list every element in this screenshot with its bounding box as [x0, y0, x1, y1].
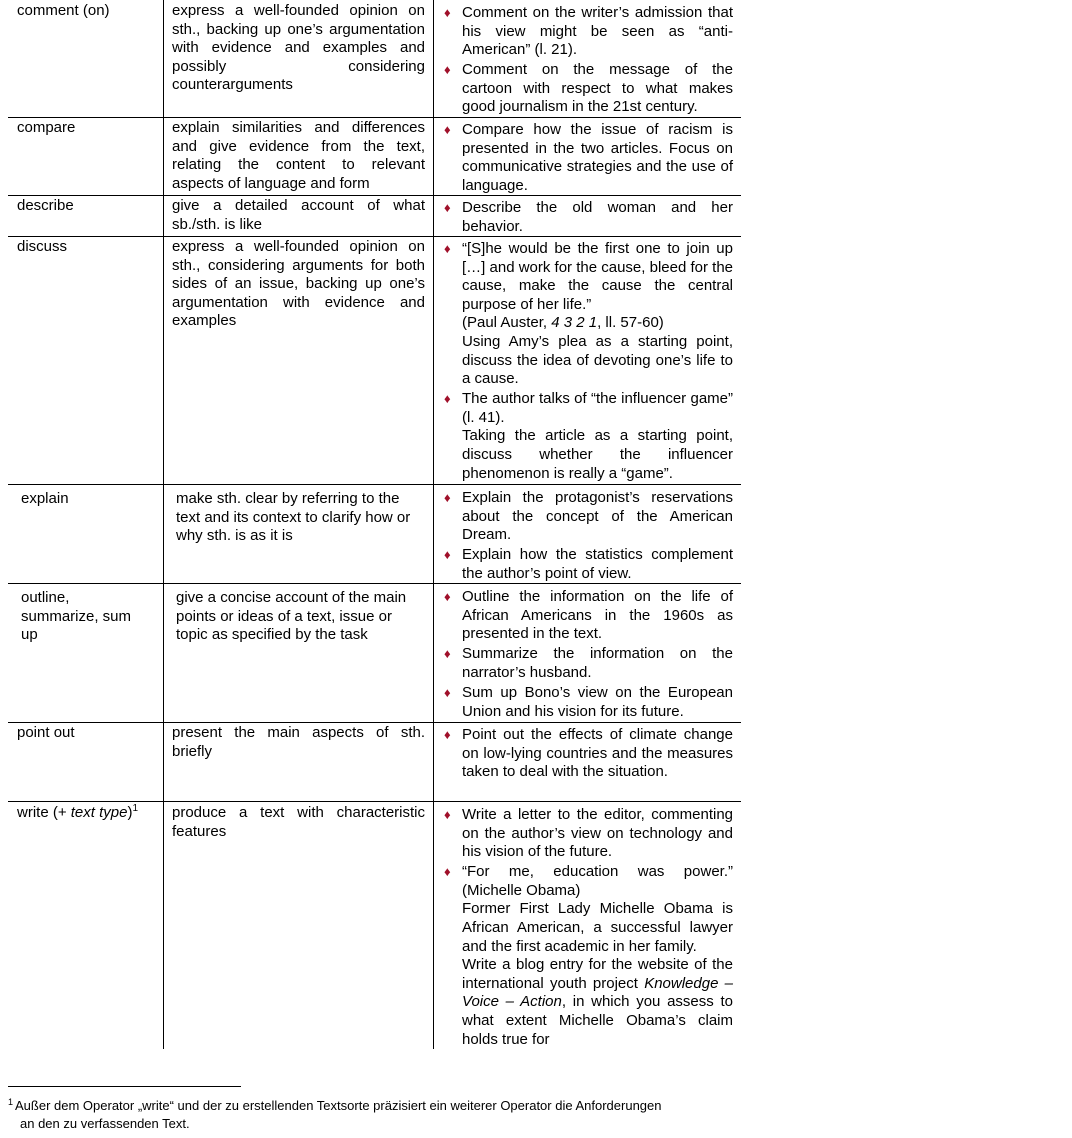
list-item [444, 199, 733, 236]
definition-cell [164, 584, 434, 722]
example-text: Point out the effects of climate change on low-lying countries and the measures taken to deal with the situation. [462, 726, 733, 781]
list-item [444, 4, 733, 60]
operator-label: outline, summarize, sum up [21, 589, 132, 644]
table-row [8, 237, 741, 485]
example-task: Taking the article as a starting point, discuss whether the influencer phenomenon is really a “game”. [462, 427, 733, 482]
operator-label: compare [17, 119, 76, 136]
examples-cell [434, 196, 741, 236]
example-quote: “For me, education was power.” (Michelle Obama) [462, 863, 733, 899]
operator-cell [8, 237, 164, 484]
operator-cell [8, 584, 164, 722]
example-block [462, 390, 733, 483]
table-row [8, 118, 741, 196]
list-item [444, 61, 733, 117]
diamond-bullet-icon: ♦ [444, 122, 451, 137]
operator-label: comment (on) [17, 2, 110, 19]
operator-cell [8, 485, 164, 583]
footnote-divider [8, 1086, 241, 1087]
list-item [444, 684, 733, 721]
definition-cell [164, 485, 434, 583]
diamond-bullet-icon: ♦ [444, 807, 451, 822]
list-item [444, 588, 733, 644]
diamond-bullet-icon: ♦ [444, 241, 451, 256]
example-text: Comment on the writer’s admission that his view might be seen as “anti-American” (l. 21). [462, 4, 733, 59]
diamond-bullet-icon: ♦ [444, 547, 451, 563]
operator-cell [8, 0, 164, 117]
footnote-line: an den zu verfassenden Text. [20, 1116, 190, 1131]
examples-cell [434, 584, 741, 722]
list-item [444, 546, 733, 583]
diamond-bullet-icon: ♦ [444, 200, 451, 215]
example-source: (Paul Auster, 4 3 2 1, ll. 57-60) [462, 314, 664, 332]
table-row [8, 485, 741, 584]
list-item [444, 645, 733, 682]
operator-cell [8, 723, 164, 801]
footnote [8, 1097, 748, 1133]
definition-text: give a detailed account of what sb./sth. is like [172, 197, 425, 233]
example-task: Write a blog entry for the website of the international youth project Knowledge – Voice – Action, in which you assess to what extent Michelle Obama’s claim holds true for [462, 956, 733, 1048]
footnote-line [8, 1097, 748, 1115]
operator-label: explain [21, 490, 69, 507]
examples-cell [434, 237, 741, 484]
list-item [444, 863, 733, 1049]
definition-text: give a concise account of the main points or ideas of a text, issue or topic as specified by the task [176, 589, 407, 644]
list-item [444, 390, 733, 483]
definition-cell [164, 802, 434, 1049]
example-text: Sum up Bono’s view on the European Union and his vision for its future. [462, 683, 733, 720]
definition-cell [164, 118, 434, 195]
operator-label: point out [17, 724, 75, 741]
table-row [8, 584, 741, 723]
table-row [8, 802, 741, 1049]
list-item [444, 726, 733, 782]
examples-cell [434, 0, 741, 117]
table-row [8, 196, 741, 237]
list-item [444, 806, 733, 862]
definition-text: express a well-founded opinion on sth., considering arguments for both sides of an issue, backing up one’s argumentation with evidence and examples [172, 238, 425, 330]
diamond-bullet-icon: ♦ [444, 490, 451, 505]
examples-cell [434, 485, 741, 583]
example-text: Write a letter to the editor, commenting on the author’s view on technology and his vision of the future. [462, 806, 733, 861]
diamond-bullet-icon: ♦ [444, 684, 451, 700]
diamond-bullet-icon: ♦ [444, 589, 451, 604]
list-item [444, 489, 733, 545]
example-quote: “[S]he would be the first one to join up […] and work for the cause, bleed for the cause, make the cause the central purpose of her life.” [462, 240, 733, 313]
example-text: Compare how the issue of racism is presented in the two articles. Focus on communicative strategies and the use of language. [462, 121, 733, 194]
operator-cell [8, 118, 164, 195]
example-text: Explain the protagonist’s reservations about the concept of the American Dream. [462, 489, 733, 544]
operator-label: discuss [17, 238, 68, 255]
operator-cell [8, 802, 164, 1049]
table-row [8, 723, 741, 802]
definition-cell [164, 196, 434, 236]
operator-cell [8, 196, 164, 236]
diamond-bullet-icon: ♦ [444, 391, 451, 407]
diamond-bullet-icon: ♦ [444, 864, 451, 880]
list-item [444, 240, 733, 389]
example-text: Outline the information on the life of African Americans in the 1960s as presented in the text. [462, 588, 733, 643]
examples-cell [434, 118, 741, 195]
operator-table [8, 0, 741, 1049]
example-block [462, 863, 733, 1049]
example-text: Comment on the message of the cartoon with respect to what makes good journalism in the 21st century. [462, 61, 733, 116]
examples-cell [434, 802, 741, 1049]
footnote-text: Außer dem Operator „write“ und der zu erstellenden Textsorte präzisiert ein weiterer Operator die Anforderungen [15, 1098, 662, 1113]
diamond-bullet-icon: ♦ [444, 5, 451, 20]
project-title: Knowledge – Voice – Action [462, 974, 733, 1011]
definition-text: make sth. clear by referring to the text and its context to clarify how or why sth. is as it is [176, 490, 411, 545]
definition-text: express a well-founded opinion on sth., backing up one’s argumentation with evidence and examples and possibly considering counterarguments [172, 2, 425, 94]
footnote-number: 1 [8, 1096, 14, 1107]
example-quote: The author talks of “the influencer game” (l. 41). [462, 390, 733, 426]
definition-text: produce a text with characteristic features [172, 804, 425, 840]
diamond-bullet-icon: ♦ [444, 646, 451, 662]
table-row [8, 0, 741, 118]
example-text: Summarize the information on the narrator’s husband. [462, 645, 733, 681]
source-title: 4 3 2 1 [551, 314, 598, 332]
definition-cell [164, 237, 434, 484]
diamond-bullet-icon: ♦ [444, 62, 451, 78]
diamond-bullet-icon: ♦ [444, 727, 451, 742]
list-item [444, 121, 733, 195]
example-block [462, 240, 733, 389]
operator-label: write (+ text type)$^1$ [17, 803, 139, 821]
definition-cell [164, 723, 434, 801]
footnote-marker: 1 [132, 803, 139, 814]
example-context: Former First Lady Michelle Obama is African American, a successful lawyer and the first academic in her family. [462, 900, 733, 955]
example-text: Explain how the statistics complement the author’s point of view. [462, 546, 733, 582]
operator-label: describe [17, 197, 74, 214]
examples-cell [434, 723, 741, 801]
definition-text: present the main aspects of sth. briefly [172, 724, 425, 760]
example-text: Describe the old woman and her behavior. [462, 199, 733, 235]
definition-cell [164, 0, 434, 117]
definition-text: explain similarities and differences and give evidence from the text, relating the content to relevant aspects of language and form [172, 119, 425, 192]
example-task: Using Amy’s plea as a starting point, discuss the idea of devoting one’s life to a cause. [462, 332, 733, 388]
